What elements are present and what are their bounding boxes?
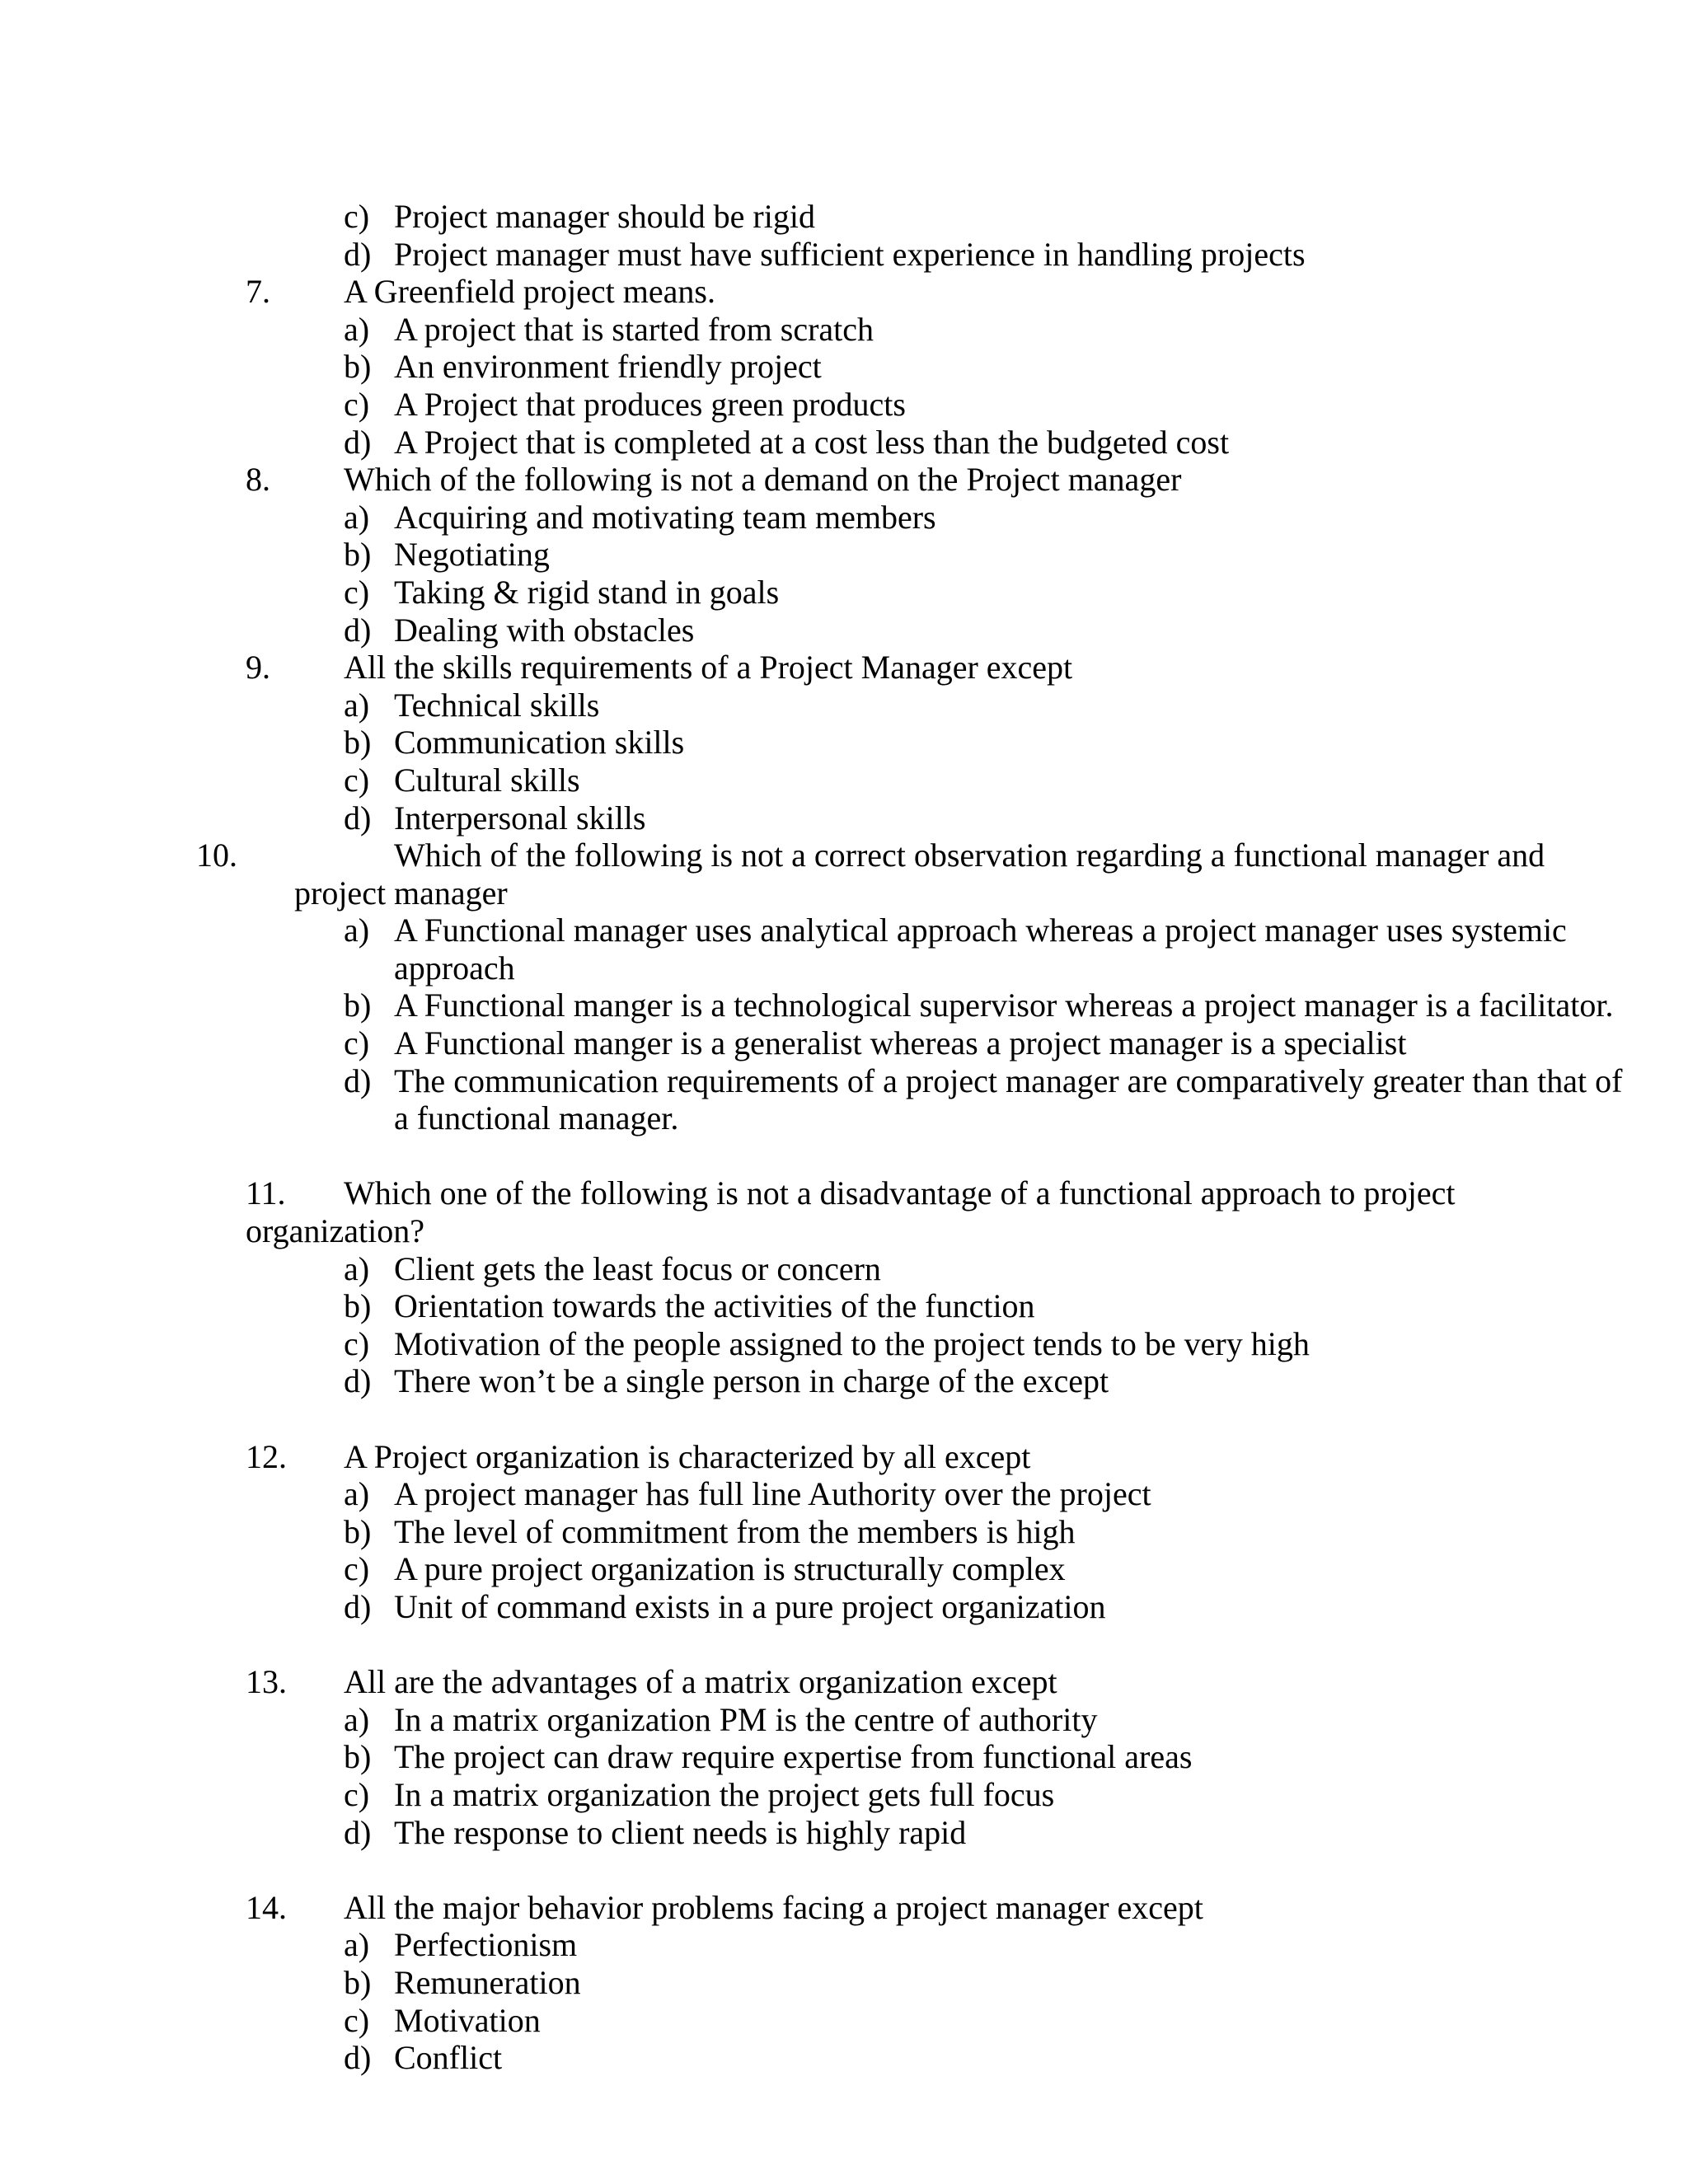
option-text: Motivation of the people assigned to the project tends to be very high [394, 1324, 1310, 1362]
option-text: Taking & rigid stand in goals [394, 573, 780, 611]
option-text: Interpersonal skills [394, 799, 646, 837]
option-letter: c) [344, 1775, 370, 1813]
option-text: Communication skills [394, 724, 685, 762]
option-text: The response to client needs is highly rapid [394, 1813, 967, 1851]
option [0, 612, 1688, 649]
question-11 [0, 1174, 1688, 1212]
option-letter: a) [344, 912, 370, 949]
option-text: Unit of command exists in a pure project organization [394, 1587, 1106, 1625]
option-text: Client gets the least focus or concern [394, 1249, 881, 1287]
question-number: 9. [246, 649, 270, 687]
question-14 [0, 1889, 1688, 1927]
option [0, 198, 1688, 236]
option [0, 1024, 1688, 1062]
option-letter: d) [344, 1813, 372, 1851]
option-letter: a) [344, 310, 370, 348]
option [0, 1814, 1688, 1852]
option-text: A project manager has full line Authority over the project [394, 1475, 1151, 1513]
option-text: Technical skills [394, 686, 600, 724]
option [0, 1287, 1688, 1325]
option-text: A project that is started from scratch [394, 310, 874, 348]
option-letter: c) [344, 1550, 370, 1588]
option [0, 386, 1688, 424]
option [0, 1964, 1688, 2002]
question-text-continuation [0, 1212, 1688, 1250]
option-letter: d) [344, 235, 372, 273]
option-text: approach [394, 949, 515, 987]
question-text: Which of the following is not a correct observation regarding a functional manager and [394, 837, 1545, 874]
option [0, 1926, 1688, 1964]
option-letter: b) [344, 1963, 372, 2001]
option-letter: b) [344, 536, 372, 574]
option-letter: d) [344, 1587, 372, 1625]
question-text: A Greenfield project means. [344, 273, 715, 311]
option-text: Perfectionism [394, 1926, 578, 1964]
option-text: A Functional manger is a generalist whereas a project manager is a specialist [394, 1024, 1407, 1062]
option [0, 1701, 1688, 1739]
option-letter: d) [344, 2039, 372, 2077]
option [0, 1250, 1688, 1288]
option-text: A Functional manger is a technological supervisor whereas a project manager is a facilitator. [394, 987, 1614, 1024]
question-number: 10. [196, 837, 237, 874]
option [0, 499, 1688, 537]
question-number: 13. [246, 1663, 287, 1701]
option [0, 912, 1688, 949]
question-text: All are the advantages of a matrix organization except [344, 1663, 1057, 1701]
option-letter: a) [344, 1700, 370, 1738]
question-10 [0, 837, 1688, 874]
option-text: Project manager should be rigid [394, 198, 815, 235]
question-text: Which of the following is not a demand on the Project manager [344, 461, 1182, 499]
option-letter: a) [344, 686, 370, 724]
option-text: The level of commitment from the members is high [394, 1512, 1076, 1550]
option-letter: d) [344, 1062, 372, 1099]
option [0, 762, 1688, 799]
option-letter: b) [344, 1512, 372, 1550]
option-letter: c) [344, 1324, 370, 1362]
option-text: There won’t be a single person in charge of the except [394, 1362, 1109, 1400]
option [0, 2039, 1688, 2077]
option-letter: c) [344, 385, 370, 423]
option-letter: a) [344, 498, 370, 536]
option-text: An environment friendly project [394, 348, 822, 386]
option-text: Acquiring and motivating team members [394, 498, 936, 536]
option-letter: b) [344, 724, 372, 762]
option-letter: d) [344, 1362, 372, 1400]
option-text: Project manager must have sufficient experience in handling projects [394, 235, 1306, 273]
question-number: 11. [246, 1174, 286, 1212]
question-number: 8. [246, 461, 270, 499]
option-text: The communication requirements of a project manager are comparatively greater than that of [394, 1062, 1623, 1099]
question-document [0, 198, 1688, 2077]
question-number: 12. [246, 1437, 287, 1475]
option-text: Cultural skills [394, 761, 580, 799]
question-8 [0, 461, 1688, 499]
option [0, 1513, 1688, 1551]
option-letter: b) [344, 1738, 372, 1776]
option-text: Dealing with obstacles [394, 611, 695, 649]
option [0, 2002, 1688, 2040]
option-letter: c) [344, 2001, 370, 2039]
option-letter: d) [344, 611, 372, 649]
option [0, 687, 1688, 724]
option-text: Conflict [394, 2039, 503, 2077]
option-letter: c) [344, 761, 370, 799]
option-letter: c) [344, 1024, 370, 1062]
option [0, 424, 1688, 462]
option-text: In a matrix organization PM is the centre of authority [394, 1700, 1098, 1738]
option-letter: a) [344, 1475, 370, 1513]
question-text: organization? [246, 1212, 424, 1250]
question-12 [0, 1438, 1688, 1476]
option-text: A pure project organization is structurally complex [394, 1550, 1066, 1588]
question-text: Which one of the following is not a disadvantage of a functional approach to project [344, 1174, 1456, 1212]
question-7 [0, 273, 1688, 311]
option-text: a functional manager. [394, 1099, 679, 1137]
option [0, 1738, 1688, 1776]
question-text: All the skills requirements of a Project Manager except [344, 649, 1073, 687]
option-letter: b) [344, 1287, 372, 1325]
option-text: A Project that produces green products [394, 385, 906, 423]
option-text: Motivation [394, 2001, 541, 2039]
option [0, 1550, 1688, 1588]
option-letter: b) [344, 348, 372, 386]
option-letter: a) [344, 1249, 370, 1287]
option [0, 1475, 1688, 1513]
question-number: 14. [246, 1888, 287, 1926]
option-text: Negotiating [394, 536, 550, 574]
option [0, 536, 1688, 574]
option-letter: a) [344, 1926, 370, 1964]
option-letter: b) [344, 987, 372, 1024]
option [0, 574, 1688, 612]
option [0, 724, 1688, 762]
option-letter: c) [344, 198, 370, 235]
option-text: Remuneration [394, 1963, 581, 2001]
question-text: project manager [294, 874, 508, 912]
question-text: A Project organization is characterized by all except [344, 1437, 1031, 1475]
option-continuation [0, 949, 1688, 987]
option [0, 987, 1688, 1024]
question-13 [0, 1663, 1688, 1701]
option [0, 1588, 1688, 1626]
option [0, 1776, 1688, 1814]
option-continuation [0, 1099, 1688, 1137]
option [0, 1325, 1688, 1363]
option [0, 311, 1688, 349]
option-letter: d) [344, 799, 372, 837]
option-text: A Functional manager uses analytical approach whereas a project manager uses systemic [394, 912, 1567, 949]
option [0, 799, 1688, 837]
option-text: Orientation towards the activities of the function [394, 1287, 1035, 1325]
option-letter: d) [344, 423, 372, 461]
option [0, 348, 1688, 386]
question-text: All the major behavior problems facing a project manager except [344, 1888, 1203, 1926]
option-text: A Project that is completed at a cost less than the budgeted cost [394, 423, 1230, 461]
question-text-continuation [0, 874, 1688, 912]
option-letter: c) [344, 573, 370, 611]
option-text: In a matrix organization the project gets full focus [394, 1775, 1055, 1813]
option-text: The project can draw require expertise from functional areas [394, 1738, 1193, 1776]
question-9 [0, 649, 1688, 687]
option [0, 1362, 1688, 1400]
option [0, 236, 1688, 274]
option [0, 1062, 1688, 1100]
question-number: 7. [246, 273, 270, 311]
